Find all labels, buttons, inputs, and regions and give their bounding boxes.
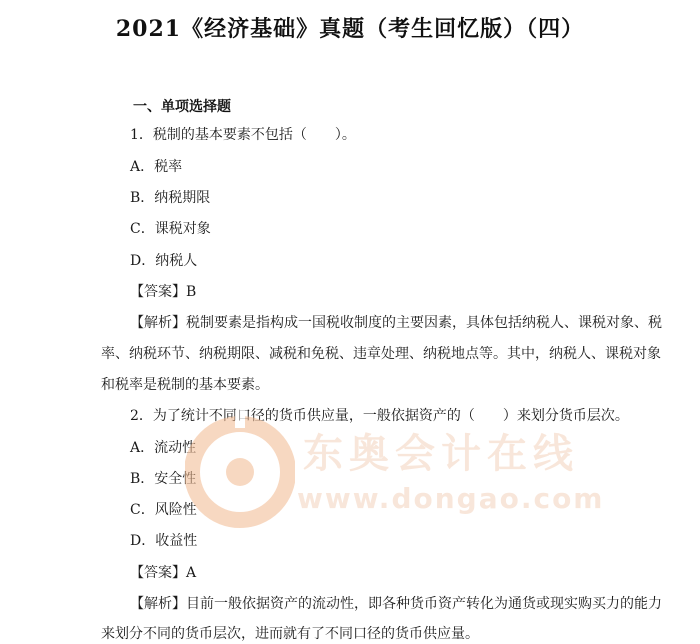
question-1-analysis-line: 率、纳税环节、纳税期限、减税和免税、违章处理、纳税地点等。其中，纳税人、课税对象: [101, 346, 661, 362]
question-2-analysis-line: 【解析】目前一般依据资产的流动性，即各种货币资产转化为通货或现实购买力的能力: [130, 596, 662, 612]
section-heading: 一、单项选择题: [133, 99, 231, 115]
question-2-option-c: C．风险性: [130, 502, 197, 518]
document-title: 2021《经济基础》真题（考生回忆版）（四）: [115, 16, 585, 42]
watermark-brand: 东奥会计在线: [303, 431, 579, 477]
question-2-option-d: D．收益性: [130, 533, 198, 549]
question-2-stem: 2．为了统计不同口径的货币供应量，一般依据资产的（ ）来划分货币层次。: [130, 408, 629, 424]
watermark-url: www.dongao.com: [297, 482, 605, 515]
question-1-option-d: D．纳税人: [130, 253, 198, 269]
question-2-option-a: A．流动性: [130, 440, 197, 456]
question-2-analysis-line: 来划分不同的货币层次，进而就有了不同口径的货币供应量。: [101, 626, 479, 642]
question-1-option-c: C．课税对象: [130, 221, 211, 237]
question-1-option-a: A．税率: [130, 159, 183, 175]
question-2-option-b: B．安全性: [130, 471, 197, 487]
question-1-analysis-line: 【解析】税制要素是指构成一国税收制度的主要因素，具体包括纳税人、课税对象、税: [130, 315, 662, 331]
question-1-stem: 1．税制的基本要素不包括（ ）。: [130, 127, 356, 143]
question-1-answer: 【答案】B: [130, 284, 197, 300]
question-1-analysis-line: 和税率是税制的基本要素。: [101, 377, 269, 393]
question-1-option-b: B．纳税期限: [130, 190, 211, 206]
question-2-answer: 【答案】A: [130, 565, 197, 581]
